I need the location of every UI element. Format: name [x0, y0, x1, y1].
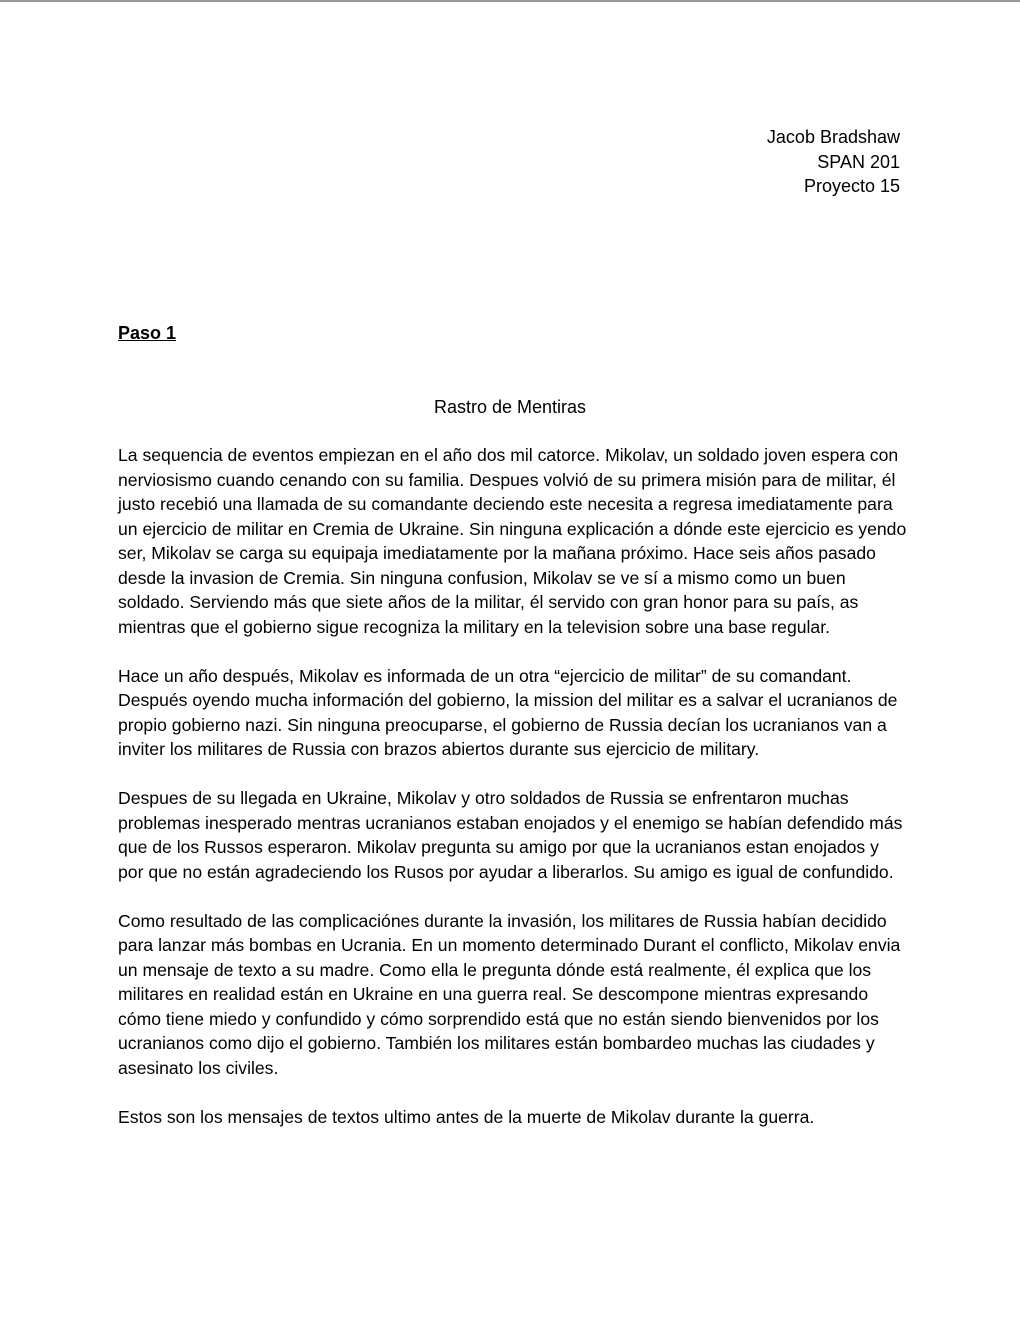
paragraph: Despues de su llegada en Ukraine, Mikolav y otro soldados de Russia se enfrentaron muchas problemas inesperado mentras ucranianos estaban enojados y el enemigo se habían defendido más que de los Russos esperaron. Mikolav pregunta su amigo por que la ucranianos estan enojados y por que no están agradeciendo los Rusos por ayudar a liberarlos. Su amigo es igual de confundido. — [118, 788, 903, 882]
project-label: Proyecto 15 — [803, 176, 900, 196]
paragraph: La sequencia de eventos empiezan en el año dos mil catorce. Mikolav, un soldado joven espera con nerviosismo cuando cenando con su familia. Despues volvió de su primera misión para de militar, él justo recebió una llamada de su comandante deciendo este necesita a regresa imediatamente para un ejercicio de militar en Cremia de Ukraine. Sin ninguna explicación a dónde este ejercicio es yendo ser, Mikolav se carga su equipaja imediatamente por la mañana próximo. Hace seis años pasado desde la invasion de Cremia. Sin ninguna confusion, Mikolav se ve sí a mismo como un buen soldado. Serviendo más que siete años de la militar, él servido con gran honor para su país, as mientras que el gobierno sigue recogniza la military en la television sobre una base regular. — [118, 445, 907, 637]
document-title: Rastro de Mentiras — [433, 397, 587, 417]
author-name: Jacob Bradshaw — [766, 127, 900, 147]
course-code: SPAN 201 — [817, 151, 900, 172]
body-text — [118, 443, 908, 1154]
header-block — [767, 125, 900, 199]
paragraph: Estos son los mensajes de textos ultimo antes de la muerte de Mikolav durante la guerra. — [118, 1106, 815, 1127]
section-heading: Paso 1 — [118, 323, 177, 343]
paragraph: Como resultado de las complicaciónes durante la invasión, los militares de Russia habían decidido para lanzar más bombas en Ucrania. En un momento determinado Durant el conflicto, Mikolav envia un mensaje de texto a su madre. Como ella le pregunta dónde está realmente, él explica que los militares en realidad están en Ukraine en una guerra real. Se descompone mientras expresando cómo tiene miedo y confundido y cómo sorprendido está que no están siendo bienvenidos por los ucranianos como dijo el gobierno. También los militares están bombardeo muchas las ciudades y asesinato los civiles. — [118, 910, 901, 1078]
paragraph: Hace un año después, Mikolav es informada de un otra “ejercicio de militar” de su comandant. Después oyendo mucha información del gobierno, la mission del militar es a salvar el ucranianos de propio gobierno nazi. Sin ninguna preocuparse, el gobierno de Russia decían los ucranianos van a inviter los militares de Russia con brazos abiertos durante sus ejercicio de military. — [118, 665, 898, 759]
